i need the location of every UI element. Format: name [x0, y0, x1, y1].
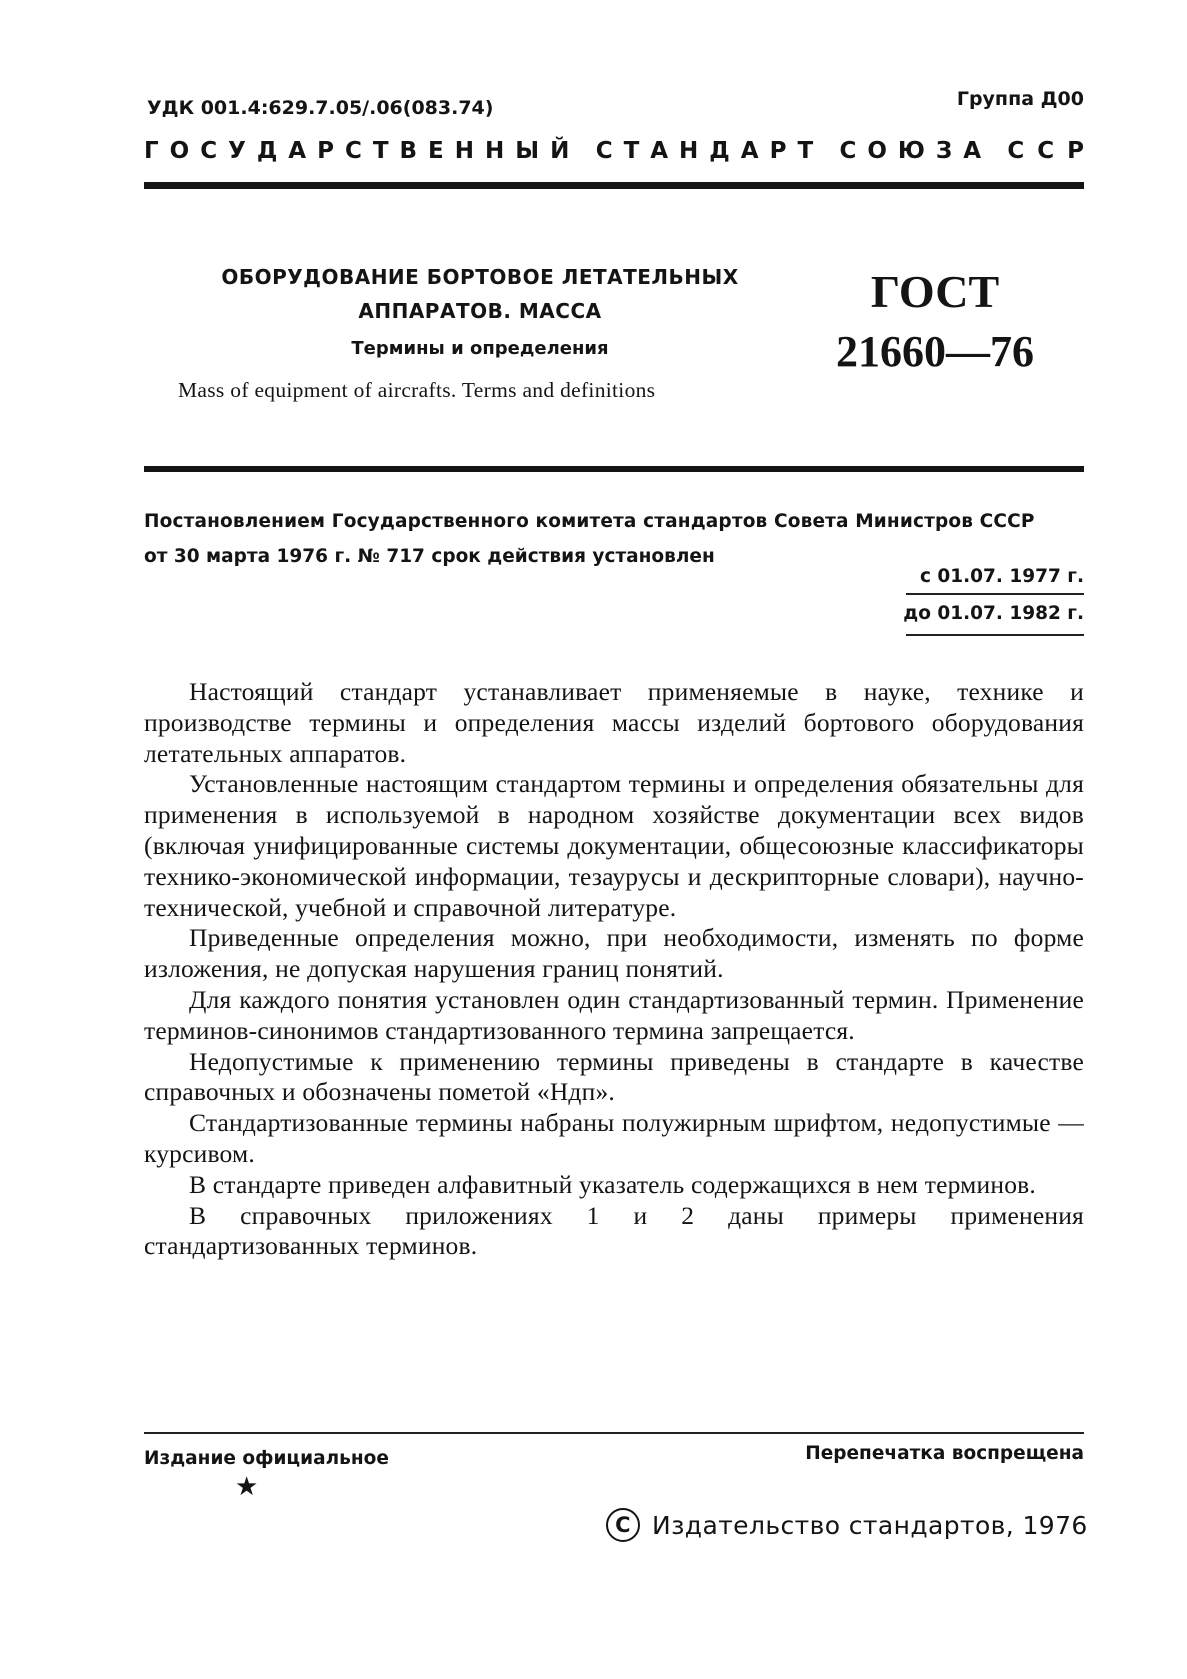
gost-designation: [815, 262, 1055, 382]
footer-rule: [144, 1432, 1084, 1434]
state-standard-word-2: СТАНДАРТ: [595, 138, 825, 164]
paragraph: Недопустимые к применению термины приведены в стандарте в качестве справочных и обозначены пометой «Ндп».: [144, 1046, 1084, 1107]
state-standard-word-3: СОЮЗА: [839, 138, 993, 164]
document-title: [200, 260, 760, 359]
header-rule: [144, 182, 1084, 189]
valid-to-underline: [906, 634, 1084, 636]
title-subtitle: Термины и определения: [351, 338, 609, 359]
title-line-2: АППАРАТОВ. МАССА: [358, 299, 602, 323]
gost-number: 21660—76: [836, 327, 1034, 376]
paragraph: Настоящий стандарт устанавливает применяемые в науке, технике и производстве термины и определения массы изделий бортового оборудования летательных аппаратов.: [144, 677, 1084, 768]
official-edition-label: Издание официальное: [144, 1448, 389, 1469]
paragraph: В справочных приложениях 1 и 2 даны примеры применения стандартизованных терминов.: [144, 1200, 1084, 1261]
group-code: Группа Д00: [956, 88, 1084, 110]
paragraph: В стандарте приведен алфавитный указатель содержащихся в нем терминов.: [189, 1169, 1036, 1199]
title-english: Mass of equipment of aircrafts. Terms and definitions: [178, 378, 656, 402]
body-text: [144, 677, 1084, 1262]
valid-to-date: до 01.07. 1982 г.: [903, 603, 1084, 624]
state-standard-word-4: ССР: [1007, 138, 1097, 164]
state-standard-banner: [144, 138, 1097, 164]
title-line-1: ОБОРУДОВАНИЕ БОРТОВОЕ ЛЕТАТЕЛЬНЫХ: [221, 265, 739, 289]
title-rule: [144, 466, 1084, 472]
gost-label: ГОСТ: [870, 266, 1000, 317]
paragraph: Приведенные определения можно, при необходимости, изменять по форме изложения, не допуская нарушения границ понятий.: [144, 923, 1084, 984]
decree-line-1: Постановлением Государственного комитета стандартов Совета Министров СССР: [144, 511, 1035, 532]
publisher-line: [606, 1508, 1088, 1542]
decree-line-2: от 30 марта 1976 г. № 717 срок действия установлен: [144, 546, 715, 567]
publisher-name: Издательство стандартов, 1976: [652, 1510, 1088, 1540]
copyright-icon: C: [606, 1508, 640, 1542]
star-icon: ★: [235, 1472, 259, 1501]
valid-from-underline: [906, 593, 1084, 595]
paragraph: Установленные настоящим стандартом термины и определения обязательны для применения в используемой в народном хозяйстве документации всех видов (включая унифицированные системы документации, общесоюзные классификаторы технико-экономической информации, тезаурусы и дескрипторные словари), научно-технической, учебной и справочной литературе.: [144, 769, 1084, 922]
reprint-notice: Перепечатка воспрещена: [805, 1443, 1084, 1464]
state-standard-word-1: ГОСУДАРСТВЕННЫЙ: [144, 138, 581, 164]
paragraph: Для каждого понятия установлен один стандартизованный термин. Применение терминов-синонимов стандартизованного термина запрещается.: [144, 984, 1084, 1045]
udk-code: УДК 001.4:629.7.05/.06(083.74): [147, 97, 494, 119]
valid-from-date: с 01.07. 1977 г.: [919, 566, 1084, 587]
paragraph: Стандартизованные термины набраны полужирным шрифтом, недопустимые — курсивом.: [144, 1108, 1084, 1168]
